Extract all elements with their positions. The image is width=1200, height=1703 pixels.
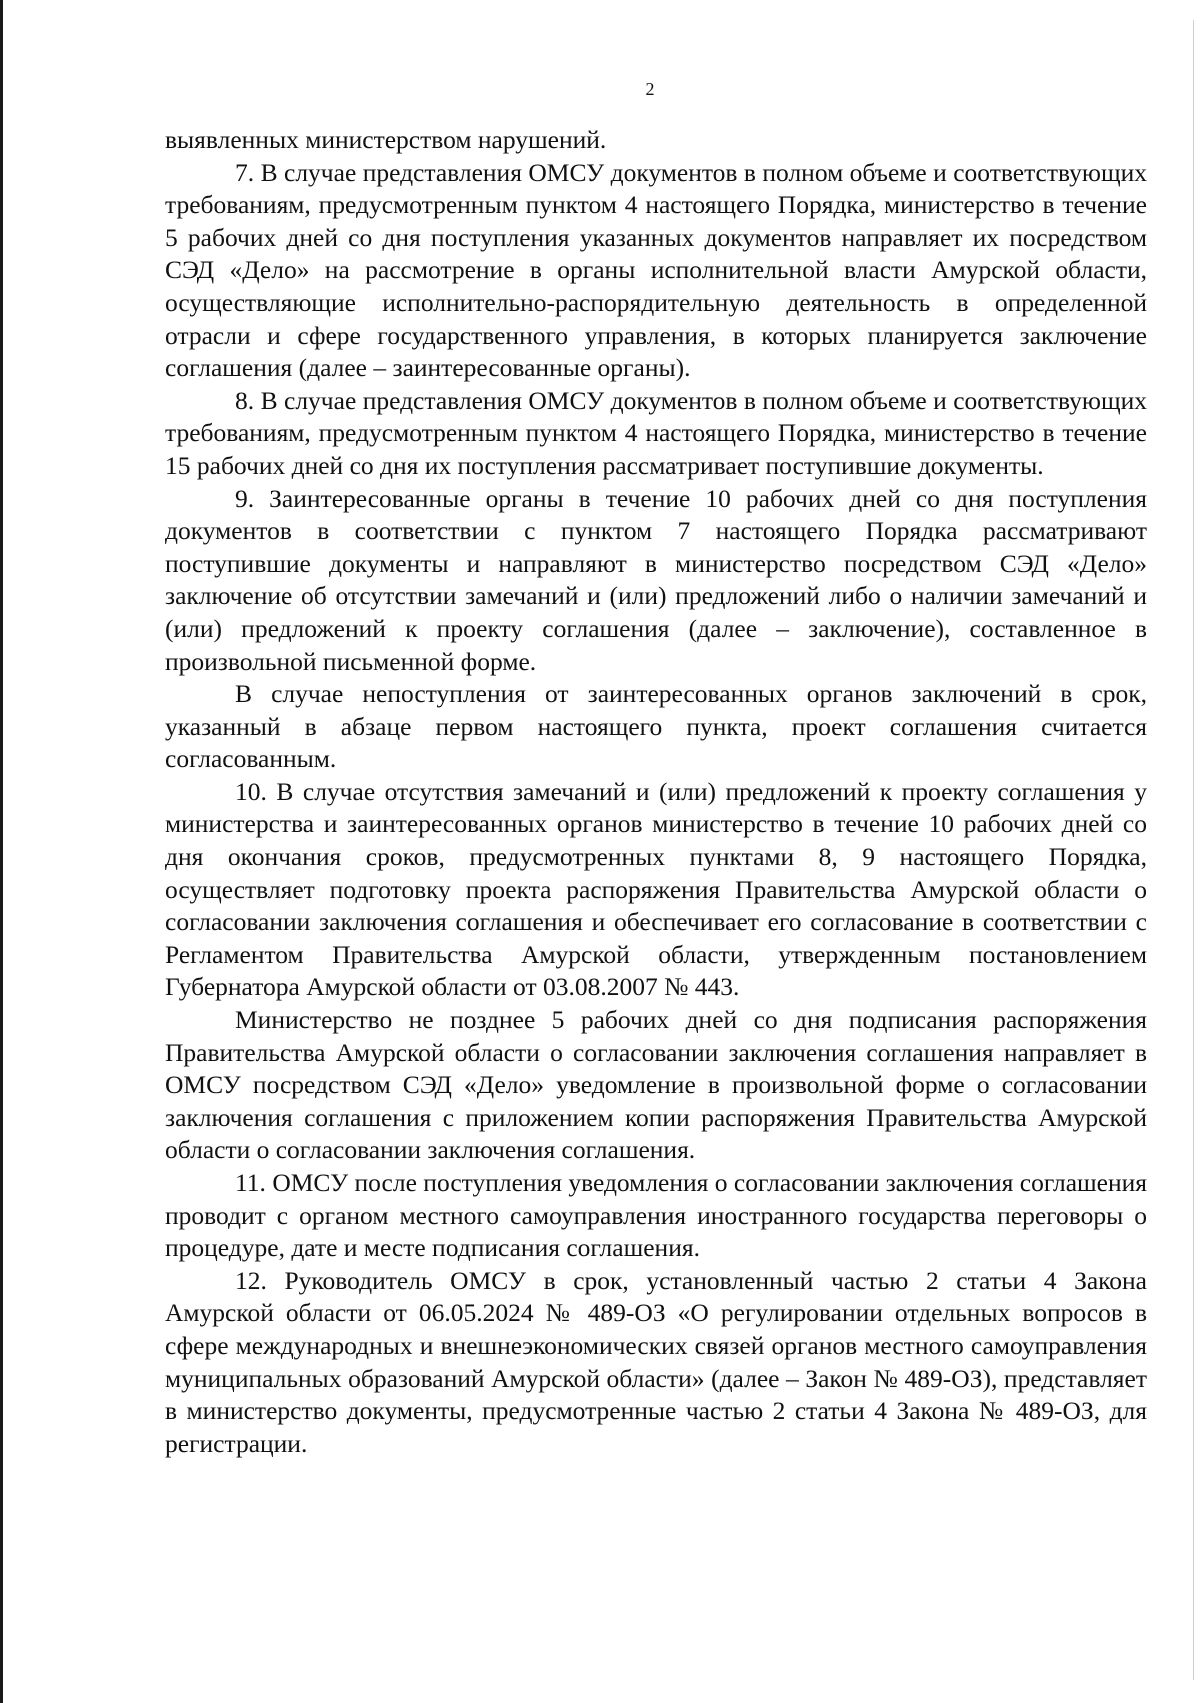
paragraph-item-11: 11. ОМСУ после поступления уведомления о согласовании заключения соглашения проводит с органом местного самоуправления иностранного государства переговоры о процедуре, дате и месте подписания соглашения. — [165, 1168, 1147, 1263]
paragraph-item-7: 7. В случае представления ОМСУ документов в полном объеме и соответствующих требованиям, предусмотренным пунктом 4 настоящего Порядка, министерство в течение 5 рабочих дней со дня поступления указанных документов направляет их посредством СЭД «Дело» на рассмотрение в органы исполнительной власти Амурской области, осуществляющие исполнительно-распорядительную деятельность в определенной отрасли и сфере государственного управления, в которых планируется заключение соглашения (далее – заинтересованные органы). — [165, 157, 1147, 383]
page-number: 2 — [645, 79, 655, 99]
paragraph-item-9: 9. Заинтересованные органы в течение 10 рабочих дней со дня поступления документов в соответствии с пунктом 7 настоящего Порядка рассматривают поступившие документы и направляют в министерство посредством СЭД «Дело» заключение об отсутствии замечаний и (или) предложений либо о наличии замечаний и (или) предложений к проекту соглашения (далее – заключение), составленное в произвольной письменной форме. — [165, 483, 1147, 676]
paragraph-item-9-abstract-2: В случае непоступления от заинтересованных органов заключений в срок, указанный в абзаце первом настоящего пункта, проект соглашения считается согласованным. — [165, 679, 1147, 774]
paragraph-item-10: 10. В случае отсутствия замечаний и (или) предложений к проекту соглашения у министерства и заинтересованных органов министерство в течение 10 рабочих дней со дня окончания сроков, предусмотренных пунктами 8, 9 настоящего Порядка, осуществляет подготовку проекта распоряжения Правительства Амурской области о согласовании заключения соглашения и обеспечивает его согласование в соответствии с Регламентом Правительства Амурской области, утвержденным постановлением Губернатора Амурской области от 03.08.2007 № 443. — [165, 776, 1147, 1002]
paragraph-item-12: 12. Руководитель ОМСУ в срок, установленный частью 2 статьи 4 Закона Амурской области от 06.05.2024 № 489-ОЗ «О регулировании отдельных вопросов в сфере международных и внешнеэкономических связей органов местного самоуправления муниципальных образований Амурской области» (далее – Закон № 489-ОЗ), представляет в министерство документы, предусмотренные частью 2 статьи 4 Закона № 489-ОЗ, для регистрации. — [165, 1265, 1147, 1458]
scan-border-left — [0, 0, 3, 1703]
document-body — [165, 124, 1147, 1460]
paragraph-item-10-abstract-2: Министерство не позднее 5 рабочих дней со дня подписания распоряжения Правительства Амурской области о согласовании заключения соглашения направляет в ОМСУ посредством СЭД «Дело» уведомление в произвольной форме о согласовании заключения соглашения с приложением копии распоряжения Правительства Амурской области о согласовании заключения соглашения. — [165, 1005, 1147, 1165]
paragraph-continuation: выявленных министерством нарушений. — [165, 125, 607, 154]
paragraph-item-8: 8. В случае представления ОМСУ документов в полном объеме и соответствующих требованиям, предусмотренным пунктом 4 настоящего Порядка, министерство в течение 15 рабочих дней со дня их поступления рассматривает поступившие документы. — [165, 385, 1147, 480]
scan-border-right — [1193, 20, 1194, 1680]
